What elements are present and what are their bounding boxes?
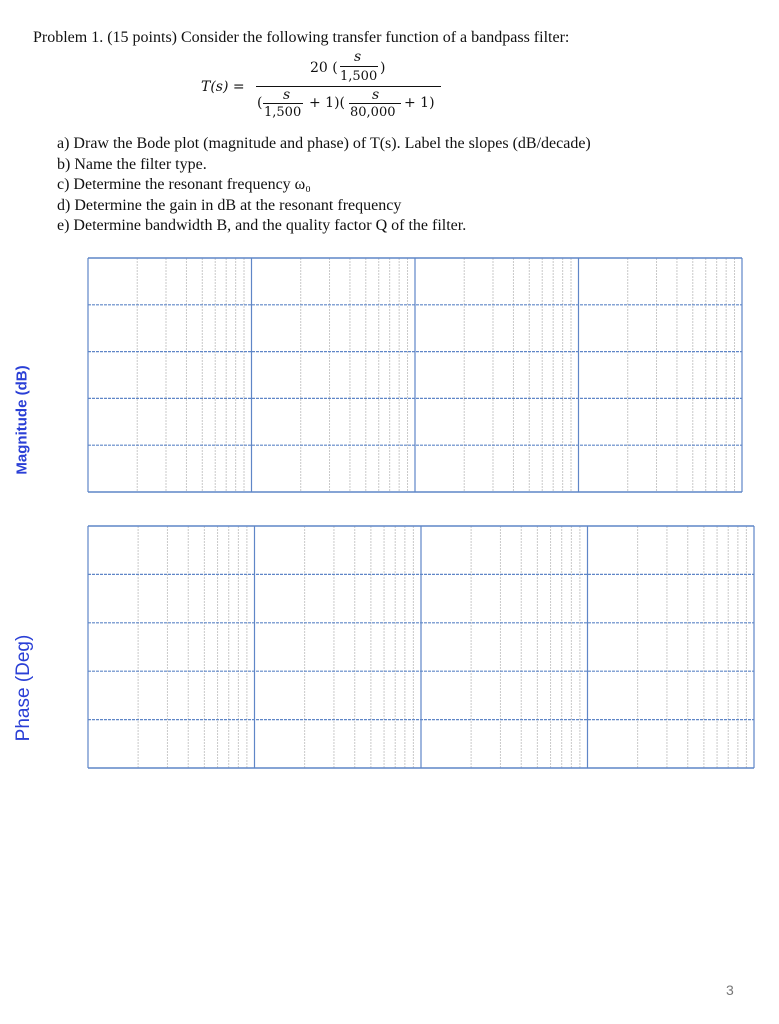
magnitude-plot-grid[interactable] <box>86 256 744 494</box>
question-b: b) Name the filter type. <box>57 155 207 173</box>
question-c: c) Determine the resonant frequency ω₀ <box>57 176 311 193</box>
denominator-fraction-bar-2 <box>349 103 401 104</box>
numerator-corner: 1,500 <box>340 69 378 84</box>
denominator-open: ( <box>257 95 263 111</box>
denominator-corner-2: 80,000 <box>350 105 396 120</box>
magnitude-grid-svg <box>86 256 744 494</box>
question-d: d) Determine the gain in dB at the resonant frequency <box>57 196 402 214</box>
denominator-s2: s <box>372 87 380 103</box>
numerator-coefficient: 20 ( <box>310 60 338 76</box>
question-a: a) Draw the Bode plot (magnitude and phase) of T(s). Label the slopes (dB/decade) <box>57 135 591 152</box>
denominator-corner-1: 1,500 <box>264 105 302 120</box>
page-number: 3 <box>726 982 734 998</box>
phase-grid-svg <box>86 524 756 770</box>
question-list <box>57 134 591 237</box>
denominator-fraction-bar-1 <box>263 103 303 104</box>
phase-axis-label: Phase (Deg) <box>13 634 34 742</box>
phase-plot-grid[interactable] <box>86 524 756 770</box>
magnitude-axis-label: Magnitude (dB) <box>13 365 31 475</box>
equation-lhs: T(s) = <box>201 79 245 95</box>
question-e: e) Determine bandwidth B, and the quality factor Q of the filter. <box>57 217 467 234</box>
numerator-inner-fraction-bar <box>340 66 378 67</box>
denominator-middle: + 1)( <box>309 95 346 111</box>
numerator-close: ) <box>380 60 386 76</box>
problem-title: Problem 1. (15 points) Consider the following transfer function of a bandpass filter: <box>33 29 570 46</box>
numerator-s: s <box>354 49 362 65</box>
denominator-close: + 1) <box>404 95 435 111</box>
denominator-s1: s <box>283 87 291 103</box>
